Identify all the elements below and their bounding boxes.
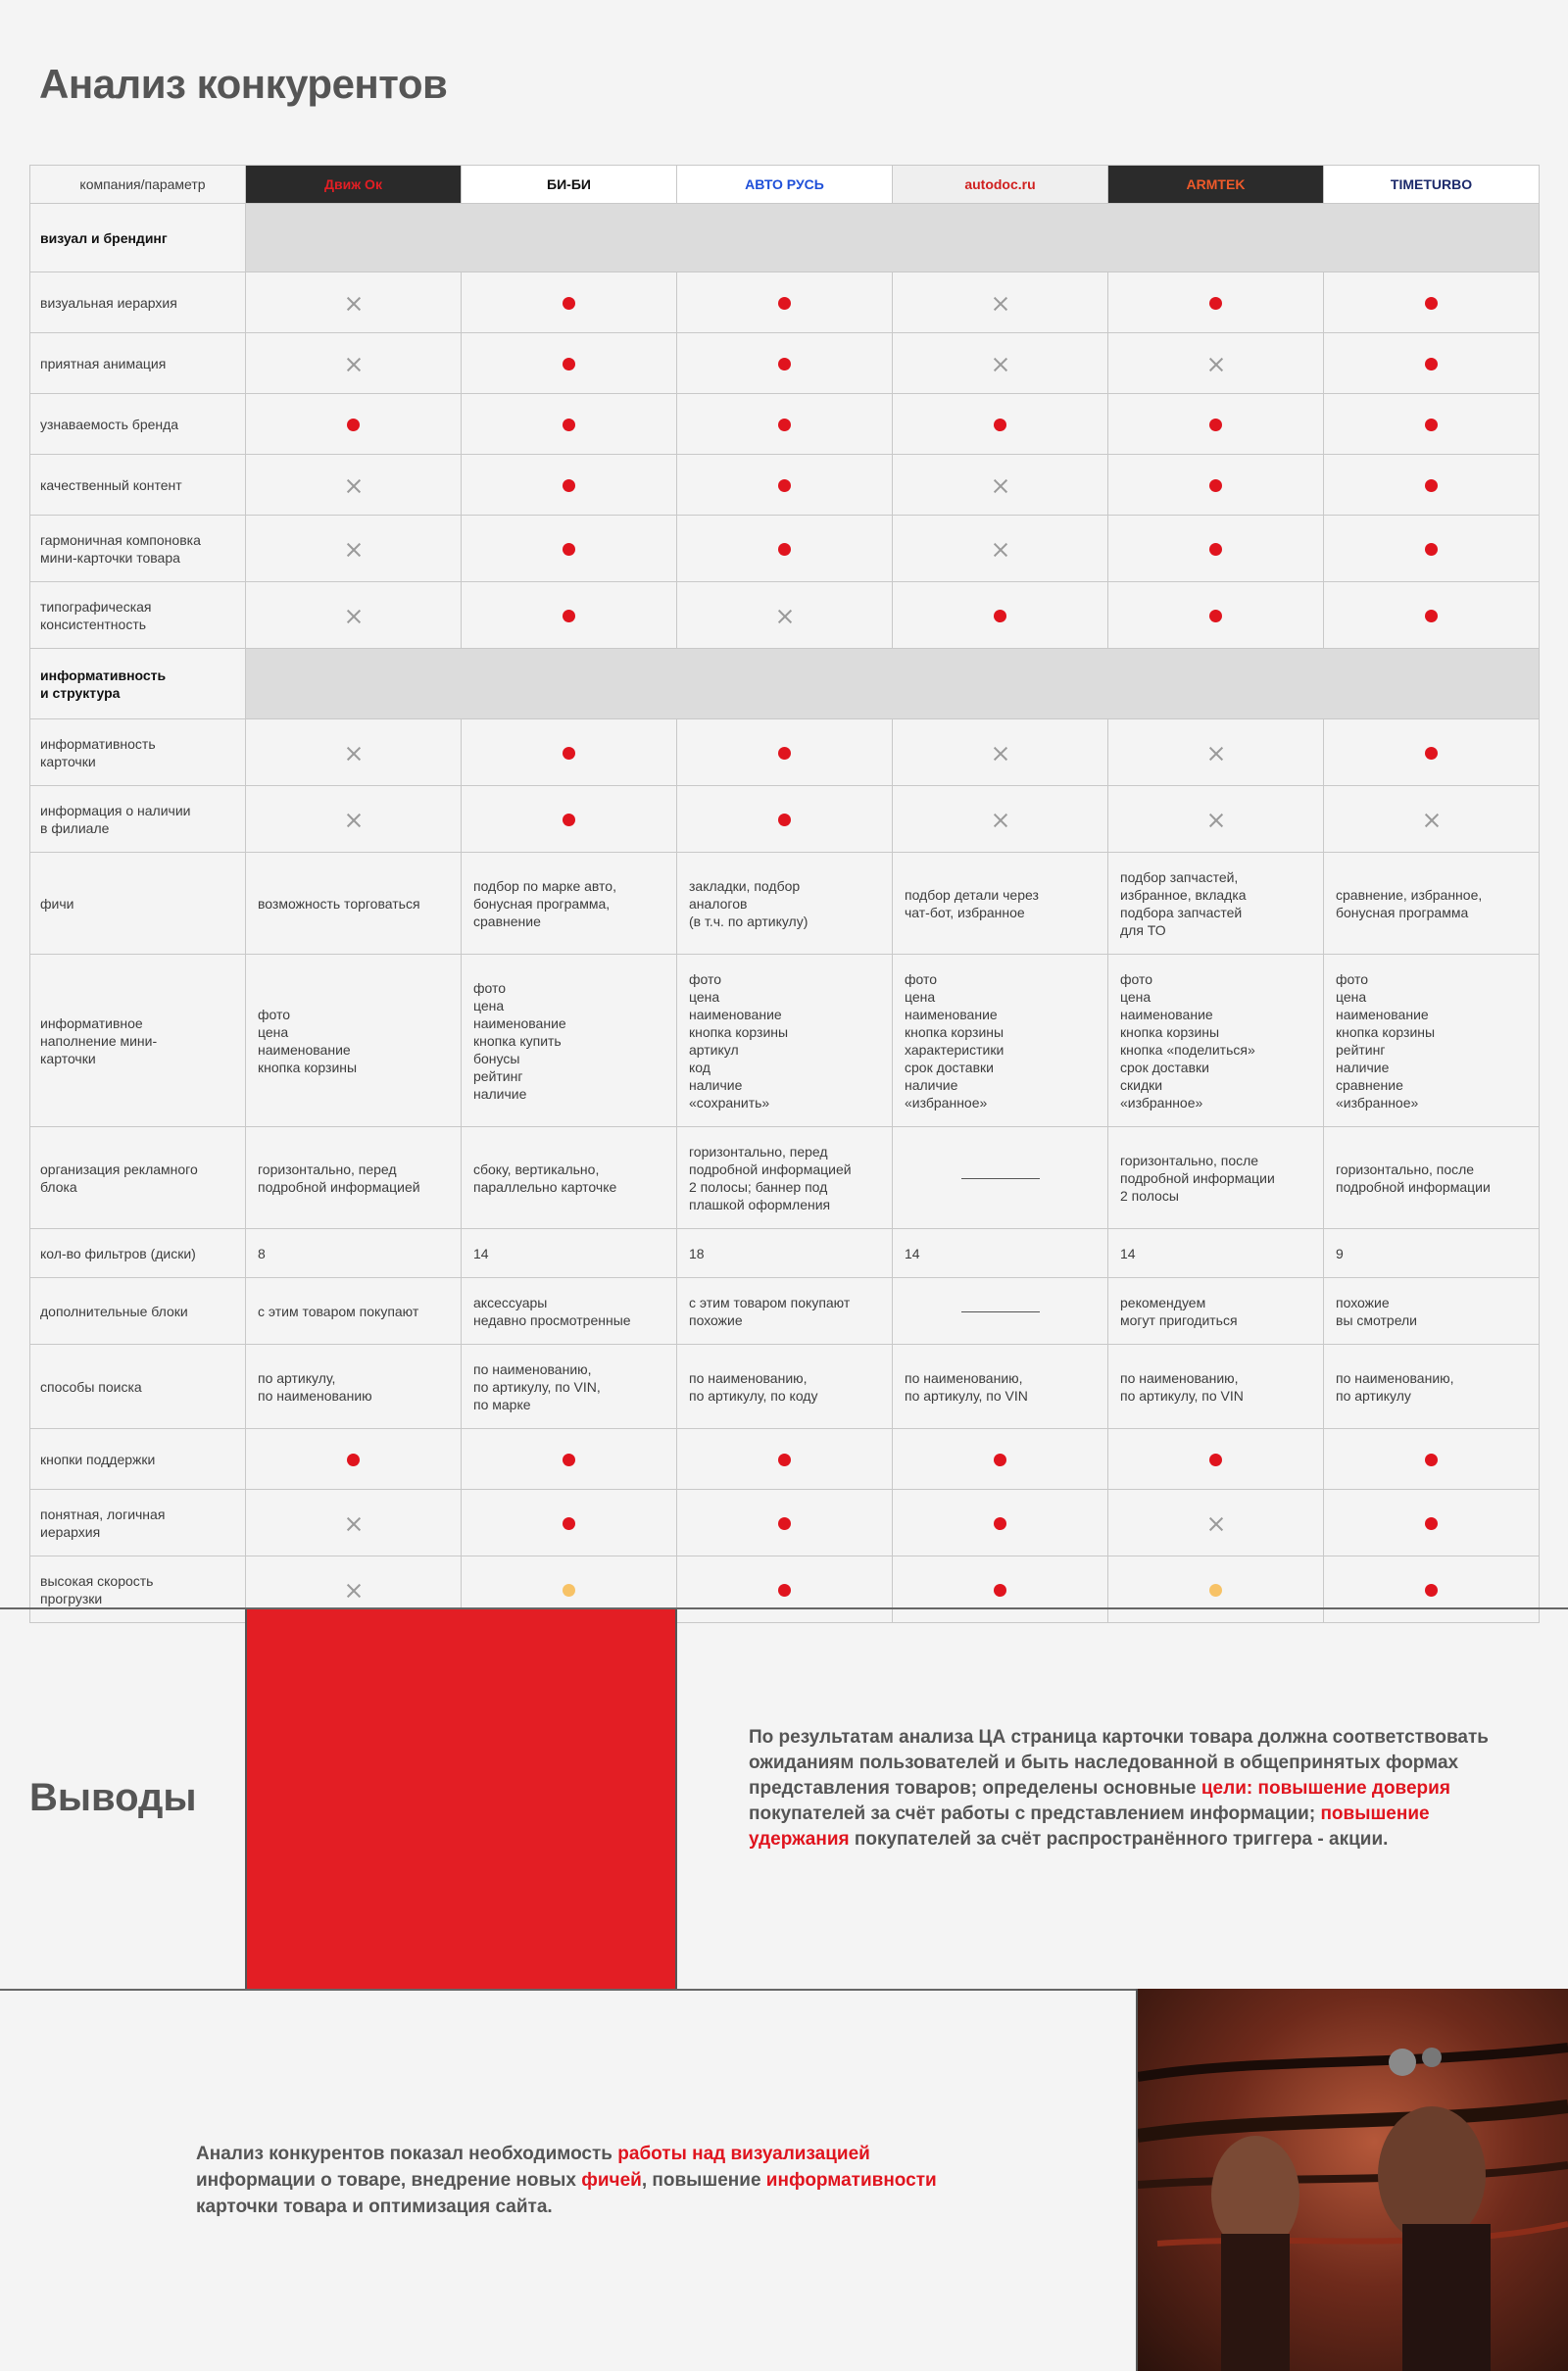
parameter-label: гармоничная компоновка мини-карточки товара (30, 516, 246, 582)
value-cell (1324, 516, 1540, 582)
value-cell (1324, 272, 1540, 333)
check-dot-icon (347, 1454, 360, 1466)
cross-icon (1208, 1516, 1224, 1532)
cross-icon (346, 746, 362, 762)
section-title: информативность и структура (30, 649, 246, 719)
check-dot-icon (1425, 419, 1438, 431)
company-logo: БИ-БИ (547, 176, 591, 192)
conclusions-text (749, 1725, 1494, 1852)
company-header (462, 166, 677, 204)
cross-icon (346, 1583, 362, 1599)
dash-icon (961, 1311, 1040, 1312)
check-dot-icon (778, 479, 791, 492)
value-cell: фото цена наименование кнопка корзины артикул код наличие «сохранить» (677, 955, 893, 1127)
cross-icon (1208, 746, 1224, 762)
cross-icon (1208, 357, 1224, 372)
value-cell (1324, 582, 1540, 649)
check-dot-icon (1425, 1584, 1438, 1597)
value-cell (893, 1429, 1108, 1490)
value-cell: фото цена наименование кнопка корзины кнопка «поделиться» срок доставки скидки «избранное» (1108, 955, 1324, 1127)
check-dot-icon (563, 297, 575, 310)
table-row (30, 1127, 1540, 1229)
value-cell (246, 516, 462, 582)
value-cell: горизонтально, перед подробной информацией (246, 1127, 462, 1229)
parameter-label: качественный контент (30, 455, 246, 516)
parameter-label: информативность карточки (30, 719, 246, 786)
value-cell (462, 786, 677, 853)
check-dot-icon (778, 543, 791, 556)
value-cell (893, 455, 1108, 516)
mechanic-photo (1138, 1989, 1568, 2371)
text-part: покупателей за счёт распространённого триггера - акции. (849, 1829, 1389, 1850)
highlight-features: фичей (581, 2170, 642, 2191)
check-dot-icon (1425, 1454, 1438, 1466)
check-dot-icon (1209, 479, 1222, 492)
dash-icon (961, 1178, 1040, 1179)
check-dot-icon (778, 1584, 791, 1597)
table-row (30, 1278, 1540, 1345)
value-cell (1108, 455, 1324, 516)
value-cell (1108, 272, 1324, 333)
company-logo: autodoc.ru (964, 176, 1036, 192)
value-cell: похожие вы смотрели (1324, 1278, 1540, 1345)
value-cell: фото цена наименование кнопка корзины характеристики срок доставки наличие «избранное» (893, 955, 1108, 1127)
value-cell (1108, 394, 1324, 455)
parameter-label: типографическая консистентность (30, 582, 246, 649)
partial-dot-icon (1209, 1584, 1222, 1597)
parameter-label: узнаваемость бренда (30, 394, 246, 455)
value-cell (462, 455, 677, 516)
check-dot-icon (1209, 610, 1222, 622)
text-part: покупателей за счёт работы с представлением информации; (749, 1803, 1321, 1824)
value-cell: по наименованию, по артикулу, по VIN (1108, 1345, 1324, 1429)
value-cell (1324, 719, 1540, 786)
table-row (30, 516, 1540, 582)
value-cell: горизонтально, перед подробной информацией 2 полосы; баннер под плашкой оформления (677, 1127, 893, 1229)
value-cell: 9 (1324, 1229, 1540, 1278)
value-cell (246, 1429, 462, 1490)
text-part: По результатам анализа ЦА страница карточки товара должна соответствовать ожиданиям пользователей и быть наследованной в общепринятых формах представления товаров; определены основные (749, 1727, 1489, 1799)
table-row (30, 853, 1540, 955)
table-row (30, 582, 1540, 649)
value-cell (893, 1127, 1108, 1229)
value-cell: по наименованию, по артикулу, по VIN (893, 1345, 1108, 1429)
value-cell (893, 394, 1108, 455)
table-row (30, 955, 1540, 1127)
value-cell: фото цена наименование кнопка купить бонусы рейтинг наличие (462, 955, 677, 1127)
value-cell: горизонтально, после подробной информации (1324, 1127, 1540, 1229)
value-cell: подбор детали через чат-бот, избранное (893, 853, 1108, 955)
value-cell (677, 1429, 893, 1490)
value-cell (462, 272, 677, 333)
check-dot-icon (1425, 479, 1438, 492)
table-row (30, 272, 1540, 333)
check-dot-icon (994, 1454, 1006, 1466)
check-dot-icon (778, 1517, 791, 1530)
check-dot-icon (563, 419, 575, 431)
value-cell (893, 1490, 1108, 1556)
value-cell (246, 333, 462, 394)
value-cell (462, 516, 677, 582)
table-row (30, 786, 1540, 853)
value-cell: рекомендуем могут пригодиться (1108, 1278, 1324, 1345)
parameter-label: приятная анимация (30, 333, 246, 394)
value-cell (677, 582, 893, 649)
highlight-trust: повышение доверия (1257, 1778, 1450, 1799)
check-dot-icon (563, 610, 575, 622)
section-row (30, 649, 1540, 719)
check-dot-icon (1425, 610, 1438, 622)
value-cell: закладки, подбор аналогов (в т.ч. по артикулу) (677, 853, 893, 955)
value-cell (1324, 333, 1540, 394)
value-cell (1324, 786, 1540, 853)
value-cell (893, 719, 1108, 786)
value-cell (677, 394, 893, 455)
cross-icon (346, 542, 362, 558)
value-cell: по наименованию, по артикулу, по VIN, по марке (462, 1345, 677, 1429)
value-cell: по наименованию, по артикулу (1324, 1345, 1540, 1429)
partial-dot-icon (563, 1584, 575, 1597)
parameter-label: визуальная иерархия (30, 272, 246, 333)
check-dot-icon (778, 1454, 791, 1466)
cross-icon (346, 296, 362, 312)
company-header (1108, 166, 1324, 204)
cross-icon (346, 1516, 362, 1532)
check-dot-icon (994, 1517, 1006, 1530)
value-cell: фото цена наименование кнопка корзины (246, 955, 462, 1127)
parameter-label: фичи (30, 853, 246, 955)
value-cell (246, 786, 462, 853)
parameter-label: информация о наличии в филиале (30, 786, 246, 853)
value-cell: 18 (677, 1229, 893, 1278)
table-row (30, 1490, 1540, 1556)
value-cell: 14 (893, 1229, 1108, 1278)
value-cell: подбор по марке авто, бонусная программа, сравнение (462, 853, 677, 955)
parameter-label: способы поиска (30, 1345, 246, 1429)
value-cell: сбоку, вертикально, параллельно карточке (462, 1127, 677, 1229)
table-row (30, 1429, 1540, 1490)
company-logo: TIMETURBO (1390, 176, 1473, 192)
check-dot-icon (778, 419, 791, 431)
check-dot-icon (994, 1584, 1006, 1597)
check-dot-icon (563, 479, 575, 492)
value-cell: 8 (246, 1229, 462, 1278)
company-header (246, 166, 462, 204)
table-row (30, 394, 1540, 455)
company-logo: АВТО РУСЬ (745, 176, 824, 192)
company-logo: Движ Ок (324, 176, 382, 192)
check-dot-icon (1209, 543, 1222, 556)
value-cell (1108, 333, 1324, 394)
value-cell (1108, 719, 1324, 786)
check-dot-icon (994, 419, 1006, 431)
conclusions-section (0, 1607, 1568, 1991)
parameter-label: организация рекламного блока (30, 1127, 246, 1229)
text-part: карточки товара и оптимизация сайта. (196, 2197, 553, 2217)
value-cell: с этим товаром покупают (246, 1278, 462, 1345)
check-dot-icon (1209, 1454, 1222, 1466)
value-cell (1324, 1429, 1540, 1490)
company-logo: ARMTEK (1186, 176, 1246, 192)
value-cell (1108, 516, 1324, 582)
highlight-goals: цели: (1200, 1778, 1253, 1799)
value-cell: сравнение, избранное, бонусная программа (1324, 853, 1540, 955)
check-dot-icon (563, 747, 575, 760)
company-header (677, 166, 893, 204)
text-part: Анализ конкурентов показал необходимость (196, 2144, 618, 2164)
value-cell: с этим товаром покупают похожие (677, 1278, 893, 1345)
page-title: Анализ конкурентов (39, 61, 448, 107)
section-title: визуал и брендинг (30, 204, 246, 272)
value-cell (462, 394, 677, 455)
value-cell (462, 1490, 677, 1556)
cross-icon (1208, 813, 1224, 828)
check-dot-icon (347, 419, 360, 431)
check-dot-icon (1425, 358, 1438, 370)
table-row (30, 333, 1540, 394)
cross-icon (993, 357, 1008, 372)
cross-icon (1424, 813, 1440, 828)
value-cell (1324, 394, 1540, 455)
check-dot-icon (1425, 543, 1438, 556)
value-cell (677, 272, 893, 333)
company-header (1324, 166, 1540, 204)
cross-icon (993, 296, 1008, 312)
check-dot-icon (778, 747, 791, 760)
company-header (893, 166, 1108, 204)
value-cell: горизонтально, после подробной информации 2 полосы (1108, 1127, 1324, 1229)
value-cell (246, 719, 462, 786)
value-cell (246, 272, 462, 333)
value-cell: подбор запчастей, избранное, вкладка подбора запчастей для ТО (1108, 853, 1324, 955)
check-dot-icon (778, 814, 791, 826)
value-cell (462, 1429, 677, 1490)
highlight-visualization: работы над визуализацией (617, 2144, 870, 2164)
cross-icon (346, 609, 362, 624)
value-cell (893, 516, 1108, 582)
red-accent-block (247, 1609, 675, 1989)
text-part: информации о товаре, внедрение новых (196, 2170, 582, 2191)
value-cell (246, 582, 462, 649)
check-dot-icon (778, 297, 791, 310)
header-label: компания/параметр (30, 166, 246, 204)
parameter-label: понятная, логичная иерархия (30, 1490, 246, 1556)
check-dot-icon (1209, 297, 1222, 310)
value-cell: 14 (1108, 1229, 1324, 1278)
table-row (30, 1345, 1540, 1429)
check-dot-icon (1425, 297, 1438, 310)
check-dot-icon (563, 358, 575, 370)
divider (675, 1609, 677, 1989)
value-cell: по наименованию, по артикулу, по коду (677, 1345, 893, 1429)
value-cell (246, 394, 462, 455)
check-dot-icon (563, 1454, 575, 1466)
photo-illustration (1138, 1989, 1568, 2371)
cross-icon (993, 478, 1008, 494)
value-cell (462, 582, 677, 649)
value-cell (677, 719, 893, 786)
value-cell: по артикулу, по наименованию (246, 1345, 462, 1429)
value-cell (1108, 582, 1324, 649)
value-cell (893, 582, 1108, 649)
check-dot-icon (994, 610, 1006, 622)
cross-icon (993, 813, 1008, 828)
value-cell (893, 333, 1108, 394)
check-dot-icon (1209, 419, 1222, 431)
section-row (30, 204, 1540, 272)
table-row (30, 1229, 1540, 1278)
value-cell (677, 333, 893, 394)
table-row (30, 455, 1540, 516)
value-cell (1324, 1490, 1540, 1556)
table-row (30, 719, 1540, 786)
check-dot-icon (1425, 1517, 1438, 1530)
cross-icon (346, 357, 362, 372)
value-cell (462, 719, 677, 786)
value-cell: фото цена наименование кнопка корзины рейтинг наличие сравнение «избранное» (1324, 955, 1540, 1127)
value-cell: аксессуары недавно просмотренные (462, 1278, 677, 1345)
value-cell (1108, 1429, 1324, 1490)
parameter-label: дополнительные блоки (30, 1278, 246, 1345)
parameter-label: информативное наполнение мини- карточки (30, 955, 246, 1127)
cross-icon (346, 478, 362, 494)
section-fill (246, 649, 1540, 719)
value-cell: 14 (462, 1229, 677, 1278)
competitor-table (29, 165, 1540, 1623)
value-cell (246, 1490, 462, 1556)
check-dot-icon (563, 543, 575, 556)
value-cell (677, 1490, 893, 1556)
check-dot-icon (563, 814, 575, 826)
value-cell (1324, 455, 1540, 516)
value-cell (246, 455, 462, 516)
section-fill (246, 204, 1540, 272)
cross-icon (993, 542, 1008, 558)
parameter-label: кнопки поддержки (30, 1429, 246, 1490)
cross-icon (346, 813, 362, 828)
check-dot-icon (778, 358, 791, 370)
value-cell (677, 455, 893, 516)
parameter-label: высокая скорость прогрузки (30, 1556, 246, 1623)
conclusions-title: Выводы (29, 1776, 197, 1819)
value-cell (677, 786, 893, 853)
highlight-informativeness: информативности (765, 2170, 937, 2191)
value-cell (462, 333, 677, 394)
text-part: , повышение (641, 2170, 766, 2191)
highlight-retention: повышение удержания (749, 1803, 1430, 1850)
value-cell (1108, 1490, 1324, 1556)
cross-icon (777, 609, 793, 624)
table-header-row (30, 166, 1540, 204)
value-cell (677, 516, 893, 582)
value-cell (893, 272, 1108, 333)
value-cell (893, 1278, 1108, 1345)
parameter-label: кол-во фильтров (диски) (30, 1229, 246, 1278)
check-dot-icon (563, 1517, 575, 1530)
final-text (196, 2141, 980, 2220)
value-cell (1108, 786, 1324, 853)
final-section (0, 1989, 1568, 2371)
cross-icon (993, 746, 1008, 762)
value-cell: возможность торговаться (246, 853, 462, 955)
check-dot-icon (1425, 747, 1438, 760)
value-cell (893, 786, 1108, 853)
